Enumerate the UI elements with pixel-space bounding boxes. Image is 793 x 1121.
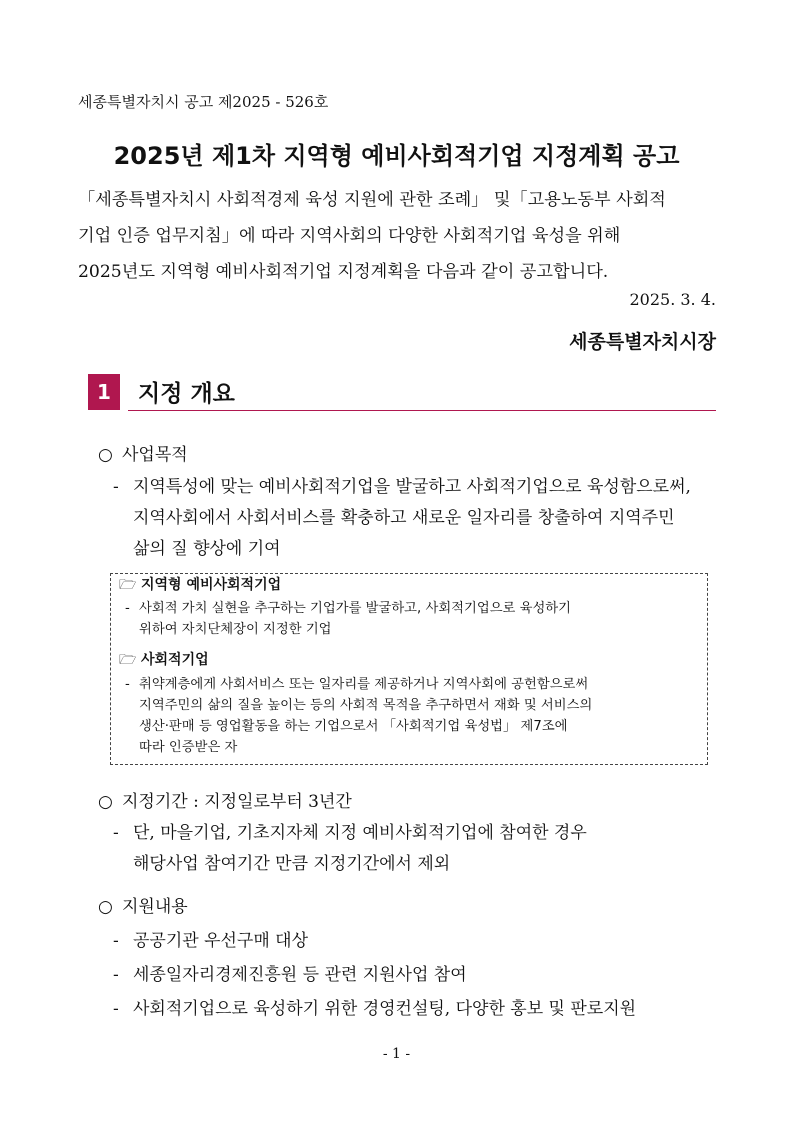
dash-bullet: - bbox=[125, 601, 130, 616]
definition-line: 사회적 가치 실현을 추구하는 기업가를 발굴하고, 사회적기업으로 육성하기 bbox=[139, 601, 572, 616]
definition-term-text: 지역형 예비사회적기업 bbox=[141, 577, 282, 593]
purpose-line: 지역사회에서 사회서비스를 확충하고 새로운 일자리를 창출하여 지역주민 bbox=[133, 508, 675, 528]
definition-box bbox=[110, 573, 708, 765]
support-item bbox=[113, 926, 723, 957]
definition-line: 생산·판매 등 영업활동을 하는 기업으로서 「사회적기업 육성법」 제7조에 bbox=[139, 719, 568, 734]
page-number: - 1 - bbox=[382, 1046, 411, 1062]
folder-icon: 🗁 bbox=[119, 652, 137, 668]
notice-number: 세종특별자치시 공고 제2025 - 526호 bbox=[78, 93, 329, 111]
purpose-line: 지역특성에 맞는 예비사회적기업을 발굴하고 사회적기업으로 육성함으로써, bbox=[133, 477, 691, 497]
circle-bullet-icon: ○ bbox=[98, 897, 113, 917]
support-heading-text: 지원내용 bbox=[122, 897, 188, 917]
period-heading-text: 지정기간 : 지정일로부터 3년간 bbox=[122, 792, 352, 812]
definition-body bbox=[125, 674, 703, 758]
intro-line: 기업 인증 업무지침」에 따라 지역사회의 다양한 사회적기업 육성을 위해 bbox=[78, 226, 621, 246]
section-number-badge: 1 bbox=[88, 374, 120, 410]
support-item bbox=[113, 960, 723, 991]
definition-term-text: 사회적기업 bbox=[141, 652, 209, 668]
support-item-text: 공공기관 우선구매 대상 bbox=[133, 931, 309, 951]
intro-line: 「세종특별자치시 사회적경제 육성 지원에 관한 조례」 및「고용노동부 사회적 bbox=[78, 190, 666, 210]
dash-bullet: - bbox=[113, 999, 119, 1019]
issuer-name: 세종특별자치시장 bbox=[569, 331, 716, 353]
period-heading bbox=[98, 787, 352, 812]
definition-line: 취약계층에게 사회서비스 또는 일자리를 제공하거나 지역사회에 공헌함으로써 bbox=[139, 677, 589, 692]
dash-bullet: - bbox=[113, 931, 119, 951]
notice-date: 2025. 3. 4. bbox=[629, 290, 716, 309]
support-item bbox=[113, 994, 723, 1025]
period-line: 단, 마을기업, 기초지자체 지정 예비사회적기업에 참여한 경우 bbox=[133, 823, 587, 843]
section-title: 지정 개요 bbox=[138, 381, 235, 407]
purpose-heading bbox=[98, 440, 188, 465]
support-item-text: 사회적기업으로 육성하기 위한 경영컨설팅, 다양한 홍보 및 판로지원 bbox=[133, 999, 637, 1019]
period-line: 해당사업 참여기간 만큼 지정기간에서 제외 bbox=[133, 854, 451, 874]
purpose-heading-text: 사업목적 bbox=[122, 445, 188, 465]
support-item-text: 세종일자리경제진흥원 등 관련 지원사업 참여 bbox=[133, 965, 467, 985]
circle-bullet-icon: ○ bbox=[98, 445, 113, 465]
definition-body bbox=[125, 598, 703, 640]
circle-bullet-icon: ○ bbox=[98, 792, 113, 812]
page-title: 2025년 제1차 지역형 예비사회적기업 지정계획 공고 bbox=[113, 142, 680, 170]
definition-line: 따라 인증받은 자 bbox=[139, 740, 238, 755]
definition-line: 지역주민의 삶의 질을 높이는 등의 사회적 목적을 추구하면서 재화 및 서비스의 bbox=[139, 698, 593, 713]
period-description bbox=[113, 818, 723, 880]
support-heading bbox=[98, 892, 188, 917]
definition-term bbox=[119, 649, 209, 673]
intro-paragraph bbox=[78, 182, 718, 290]
dash-bullet: - bbox=[113, 823, 119, 843]
definition-line: 위하여 자치단체장이 지정한 기업 bbox=[139, 622, 332, 637]
purpose-description bbox=[113, 472, 723, 565]
purpose-line: 삶의 질 향상에 기여 bbox=[133, 539, 281, 559]
dash-bullet: - bbox=[125, 677, 130, 692]
definition-term bbox=[119, 574, 281, 598]
intro-line: 2025년도 지역형 예비사회적기업 지정계획을 다음과 같이 공고합니다. bbox=[78, 262, 609, 282]
dash-bullet: - bbox=[113, 477, 119, 497]
section-divider bbox=[128, 410, 716, 411]
folder-icon: 🗁 bbox=[119, 577, 137, 593]
dash-bullet: - bbox=[113, 965, 119, 985]
